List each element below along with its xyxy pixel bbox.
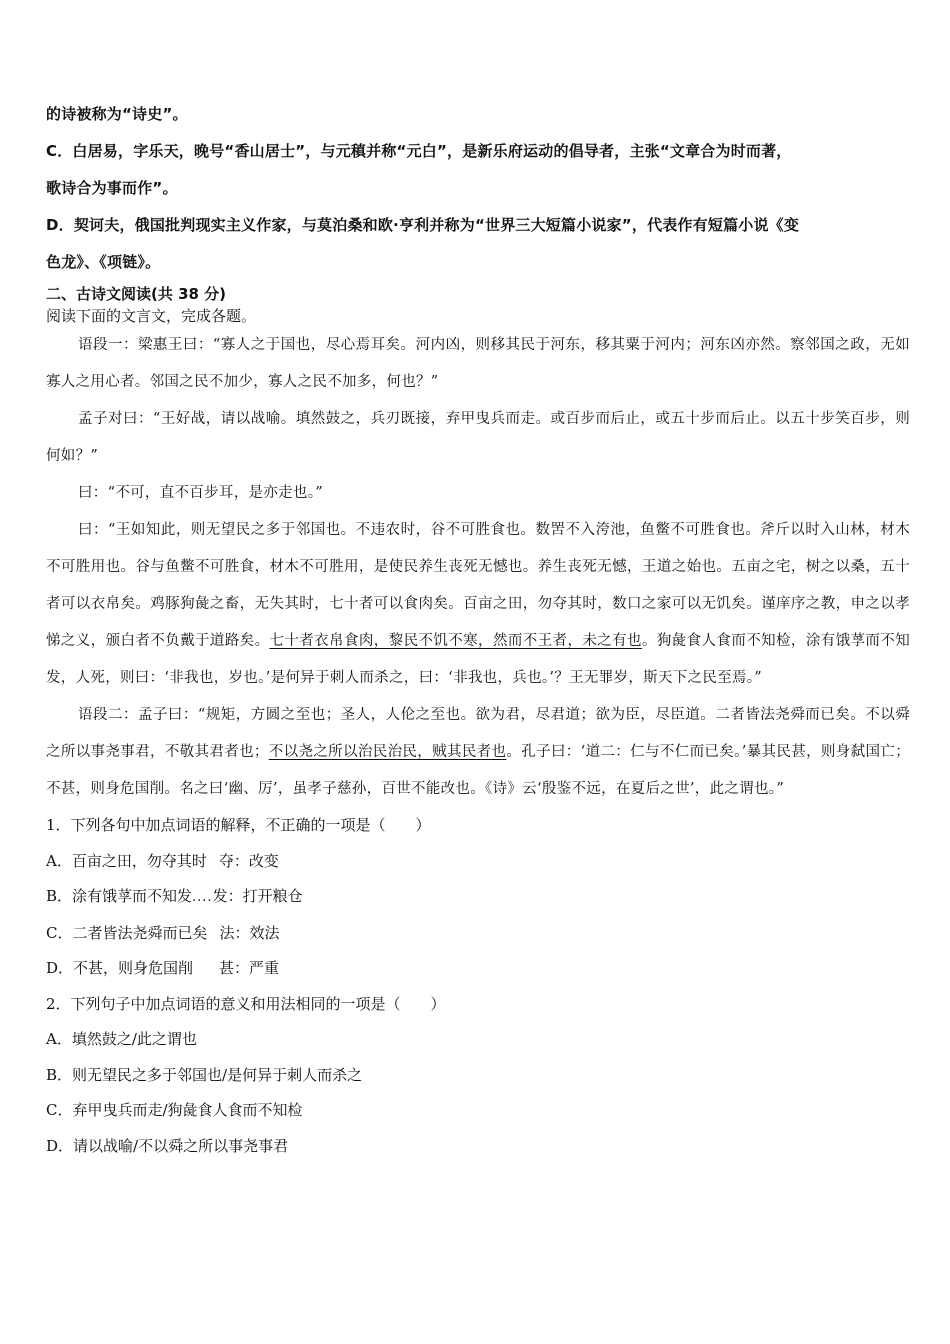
question-2-option-c: C．弃甲曳兵而走/狗彘食人食而不知检 bbox=[46, 1101, 303, 1119]
option-note: 夺：改变 bbox=[218, 851, 279, 870]
option-text: C．二者皆法尧舜而已矣 bbox=[46, 923, 208, 942]
passage-paragraph-3: 曰：“不可，直不百步耳，是亦走也。” bbox=[78, 485, 323, 501]
paragraph-5-text-b: 。孔子曰：‘道二：仁与不仁而已矣。’暴其民甚，则身弑国亡；不甚，则身危国削。名之曰‘幽、厉’，虽孝子慈孙，百世不能改也。《诗》云‘殷鉴不远，在夏后之世’，此之谓也。” bbox=[46, 744, 910, 797]
underlined-sentence-2: 不以尧之所以治民治民，贼其民者也 bbox=[268, 744, 507, 760]
passage-paragraph-4 bbox=[46, 512, 910, 697]
question-1-option-b bbox=[46, 879, 910, 916]
emphasis-dots: .... bbox=[192, 890, 213, 905]
question-2-option-a: A．填然鼓之/此之谓也 bbox=[46, 1030, 197, 1048]
paragraph-4-text-b: 。狗彘食人食而不知检，涂有饿莩而不知发，人死，则曰：‘非我也，岁也。’是何异于刺人而杀之，曰：‘非我也，兵也。’？王无罪岁，斯天下之民至焉。” bbox=[46, 633, 911, 686]
option-note: 发：打开粮仓 bbox=[212, 887, 303, 905]
option-note: 甚：严重 bbox=[219, 959, 280, 977]
paragraph-4-text-a: 曰：“王如知此，则无望民之多于邻国也。不违农时，谷不可胜食也。数罟不入洿池，鱼鳖不可胜食也。斧斤以时入山林，材木不可胜用也。谷与鱼鳖不可胜食，材木不可胜用，是使民养生丧死无憾也。养生丧死无憾，王道之始也。五亩之宅，树之以桑，五十者可以衣帛矣。鸡豚狗彘之畜，无失其时，七十者可以食肉矣。百亩之田，勿夺其时，数口之家可以无饥矣。谨庠序之教，申之以孝悌之义，颁白者不负戴于道路矣。 bbox=[46, 522, 910, 649]
question-1-option-c bbox=[46, 916, 910, 952]
option-c-line2: 歌诗合为事而作”。 bbox=[46, 179, 178, 197]
option-c-line1: C．白居易，字乐天，晚号“香山居士”，与元稹并称“元白”，是新乐府运动的倡导者，主张“文章合为时而著， bbox=[46, 142, 792, 160]
paragraph-5-text-a: 语段二：孟子曰：“规矩，方圆之至也；圣人，人伦之至也。欲为君，尽君道；欲为臣，尽臣道。二者皆法尧舜而已矣。不以舜之所以事尧事君，不敬其君者也； bbox=[46, 707, 910, 760]
question-1-option-a bbox=[46, 844, 910, 880]
option-text: B．涂有饿莩而不知发 bbox=[46, 887, 193, 905]
option-text: A．百亩之田，勿夺其时 bbox=[46, 851, 207, 870]
question-1-option-d bbox=[46, 951, 910, 987]
section-instruction: 阅读下面的文言文，完成各题。 bbox=[46, 307, 257, 325]
question-1-stem: 1．下列各句中加点词语的解释，不正确的一项是（ ） bbox=[46, 816, 431, 834]
option-c-continuation: 的诗被称为“诗史”。 bbox=[46, 105, 188, 123]
option-d-line1: D．契诃夫，俄国批判现实主义作家，与莫泊桑和欧·亨利并称为“世界三大短篇小说家”，代表作有短篇小说《变 bbox=[46, 216, 800, 234]
question-2-option-d: D．请以战喻/不以舜之所以事尧事君 bbox=[46, 1136, 289, 1155]
option-note: 法：效法 bbox=[219, 923, 280, 942]
passage-paragraph-5 bbox=[46, 697, 910, 808]
option-d-line2: 色龙》、《项链》。 bbox=[46, 253, 161, 271]
option-text: D．不甚，则身危国削 bbox=[46, 959, 194, 977]
underlined-sentence-1: 七十者衣帛食肉，黎民不饥不寒，然而不王者，未之有也 bbox=[269, 633, 642, 649]
passage-paragraph-1: 语段一：梁惠王曰：“寡人之于国也，尽心焉耳矣。河内凶，则移其民于河东，移其粟于河内；河东凶亦然。察邻国之政，无如寡人之用心者。邻国之民不加少，寡人之民不加多，何也？” bbox=[46, 337, 910, 390]
document-page bbox=[46, 96, 910, 1164]
question-2-option-b: B．则无望民之多于邻国也/是何异于刺人而杀之 bbox=[46, 1065, 363, 1084]
passage-paragraph-2: 孟子对曰：“王好战，请以战喻。填然鼓之，兵刃既接，弃甲曳兵而走。或百步而后止，或五十步而后止。以五十步笑百步，则何如？” bbox=[46, 411, 910, 464]
section-title: 二、古诗文阅读(共 38 分) bbox=[46, 285, 227, 303]
question-2-stem: 2．下列句子中加点词语的意义和用法相同的一项是（ ） bbox=[46, 994, 446, 1013]
